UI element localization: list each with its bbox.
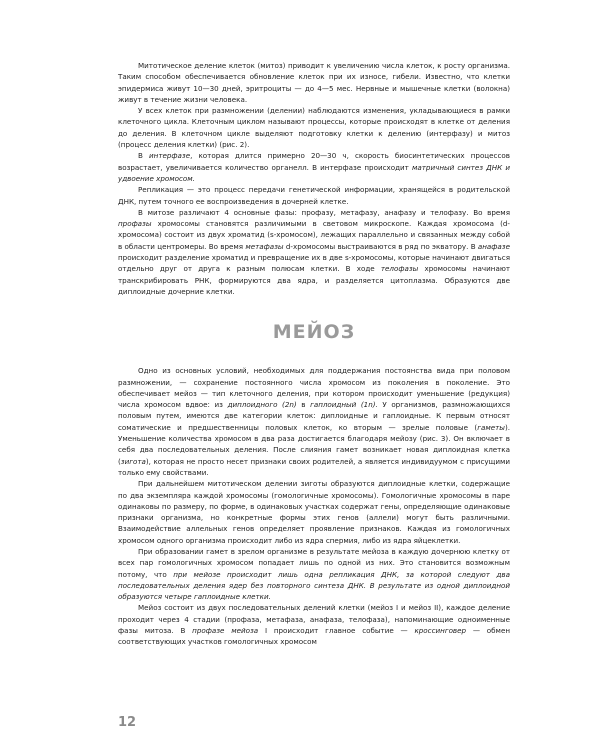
text-run: ), которая не просто несет признаки своих родителей, а является индивидуумом с присущими только ему свойствами. — [118, 456, 510, 477]
text-run: хромосомы становятся различимыми в световом микроскопе. Каждая хромосома (d-хромосома) состоит из двух хроматид (s-хромосом), лежащих параллельно и связанных между собой в области центромеры. Во время — [118, 219, 510, 251]
italic-term: кроссинговер — [414, 626, 467, 636]
paragraph — [118, 602, 510, 647]
text-run: У всех клеток при размножении (делении) наблюдаются изменения, укладывающиеся в рамки клеточного цикла. Клеточным циклом называют процессы, которые происходят в клетке от деления до деления. В клеточном цикле выделяют подготовку клетки к делению (интерфазу) и митоз (процесс деления клетки) (рис. 2). — [118, 106, 510, 150]
meiosis-section — [118, 365, 510, 647]
paragraph — [118, 150, 510, 184]
italic-term: профазы — [118, 219, 152, 229]
text-run: При образовании гамет в зрелом организме в результате мейоза в каждую дочернюю клетку от всех пар гомологичных хромосом попадает лишь по одной из них. Это становится возможным потому, что — [118, 546, 510, 579]
text-run: Митотическое деление клеток (митоз) приводит к увеличению числа клеток, к росту организма. Таким способом обеспечивается обновление клеток при их износе, гибели. Известно, что клетки эпидермиса живут 10—30 дней, эритроциты — до 4—5 мес. Нервные и мышечные клетки (волокна) живут в течение жизни человека. — [118, 61, 510, 104]
text-run: ). Уменьшение количества хромосом в два раза достигается благодаря мейозу (рис. 3). Он включает в себя два последовательных деления. После слияния гамет возникает новая диплоидная клетка ( — [118, 422, 510, 466]
text-run: Одно из основных условий, необходимых для поддержания постоянства вида при половом размножении, — сохранение постоянного числа хромосом из поколения в поколение. Это обеспечивает мейоз — тип клеточного деления, при котором происходит уменьшение (редукция) числа хромосом вдвое: из — [118, 366, 510, 410]
paragraph — [118, 478, 510, 546]
text-run: При дальнейшем митотическом делении зиготы образуются диплоидные клетки, содержащие по два экземпляра каждой хромосомы (гомологичные хромосомы). Гомологичные хромосомы в паре одинаковы по размеру, по форме, в одинаковых участках содержат гены, определяющие одинаковые признаки организма, но конкретные формы этих генов (аллели) могут быть различными. Взаимодействие аллельных генов определяет проявление признаков. Каждая из гомологичных хромосом одного организма происходит либо из ядра спермия, либо из ядра яйцеклетки. — [118, 479, 510, 545]
paragraph — [118, 105, 510, 150]
text-run: У организмов, размножающихся половым путем, имеются две категории клеток: диплоидные и гаплоидные. К первым относят соматические и предшественницы половых клеток, ко вторым — зрелые половые ( — [118, 400, 511, 432]
italic-term: диплоидного (2n) — [227, 400, 297, 410]
text-run: d-хромосомы выстраиваются в ряд по экватору. В — [283, 241, 478, 251]
italic-term: интерфазе — [149, 151, 191, 161]
text-run: В — [138, 151, 150, 161]
text-column — [118, 60, 510, 648]
italic-term: метафазы — [245, 241, 284, 251]
text-run: I происходит главное событие — — [258, 626, 415, 636]
text-run: происходит разделение хроматид и превращение их в две s-хромосомы, которые начинают двигаться отдельно друг от друга к разным полюсам клетки. В ходе — [118, 253, 510, 274]
italic-term: гаметы — [477, 422, 505, 432]
text-run: Репликация — это процесс передачи генетической информации, хранящейся в родительской ДНК, путем точного ее воспроизведения в дочерней клетке. — [118, 185, 510, 206]
paragraph — [118, 60, 510, 105]
italic-term: профазе мейоза — [192, 626, 259, 636]
italic-term: гаплоидный (1n). — [310, 400, 378, 410]
paragraph — [118, 207, 510, 297]
italic-term: анафазе — [477, 241, 510, 251]
paragraph — [118, 184, 510, 207]
italic-term: телофазы — [380, 264, 419, 274]
text-run: Мейоз состоит из двух последовательных делений клетки (мейоз I и мейоз II), каждое деление проходит через 4 стадии (профаза, метафаза, анафаза, телофаза), напоминающие одноименные фазы митоза. В — [118, 603, 510, 636]
text-run: В митозе различают 4 основные фазы: профазу, метафазу, анафазу и телофазу. Во время — [138, 207, 510, 217]
text-run: , которая длится примерно 20—30 ч, скорость биосинтетических процессов возрастает, увеличивается количество органелл. В интерфазе происходит — [118, 151, 510, 172]
paragraph — [118, 365, 510, 478]
text-run: хромосомы начинают транскрибировать РНК, формируются два ядра, и разделяется цитоплазма. Образуются две диплоидные дочерние клетки. — [118, 264, 510, 296]
italic-term: матричный синтез ДНК и удвоение хромосом. — [118, 162, 510, 183]
paragraph — [118, 546, 510, 602]
mitosis-section — [118, 60, 510, 297]
text-run: в — [296, 400, 311, 410]
italic-term: при мейозе происходит лишь одна репликация ДНК, за которой следуют два последовательных деления ядер без повторного синтеза ДНК. В результате из одной диплоидной образуются четыре гаплоидные клетки. — [118, 569, 510, 602]
text-run: — обмен соответствующих участков гомологичных хромосом — [118, 626, 511, 647]
section-heading: МЕЙОЗ — [272, 321, 356, 344]
page-number: 12 — [118, 715, 137, 730]
italic-term: зигота — [120, 456, 146, 466]
